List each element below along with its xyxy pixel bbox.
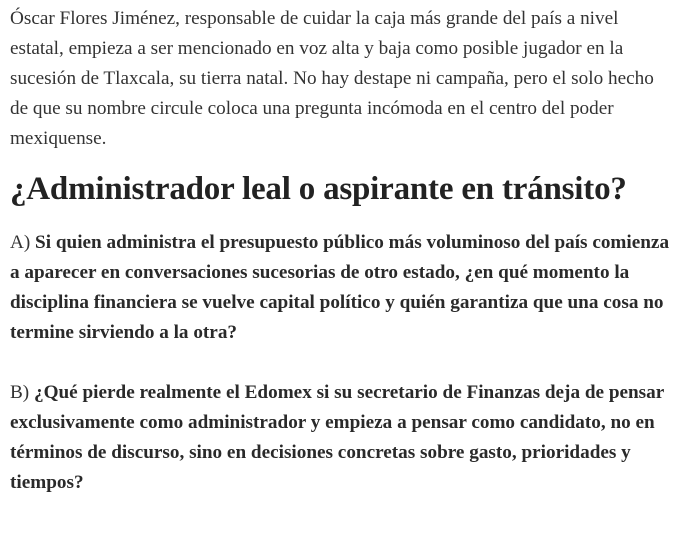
- question-a-letter: A): [10, 232, 31, 253]
- question-a: [10, 228, 671, 348]
- section-heading: ¿Administrador leal o aspirante en tránsito?: [10, 171, 627, 207]
- question-b: [10, 378, 671, 498]
- question-b-text: ¿Qué pierde realmente el Edomex si su secretario de Finanzas deja de pensar exclusivamente como administrador y empieza a pensar como candidato, no en términos de discurso, sino en decisiones concretas sobre gasto, prioridades y tiempos?: [10, 382, 664, 493]
- question-a-text: Si quien administra el presupuesto público más voluminoso del país comienza a aparecer en conversaciones sucesorias de otro estado, ¿en qué momento la disciplina financiera se vuelve capital político y quién garantiza que una cosa no termine sirviendo a la otra?: [10, 232, 670, 343]
- question-b-letter: B): [10, 382, 30, 403]
- intro-paragraph: Óscar Flores Jiménez, responsable de cuidar la caja más grande del país a nivel estatal, empieza a ser mencionado en voz alta y baja como posible jugador en la sucesión de Tlaxcala, su tierra natal. No hay destape ni campaña, pero el solo hecho de que su nombre circule coloca una pregunta incómoda en el centro del poder mexiquense.: [10, 8, 654, 149]
